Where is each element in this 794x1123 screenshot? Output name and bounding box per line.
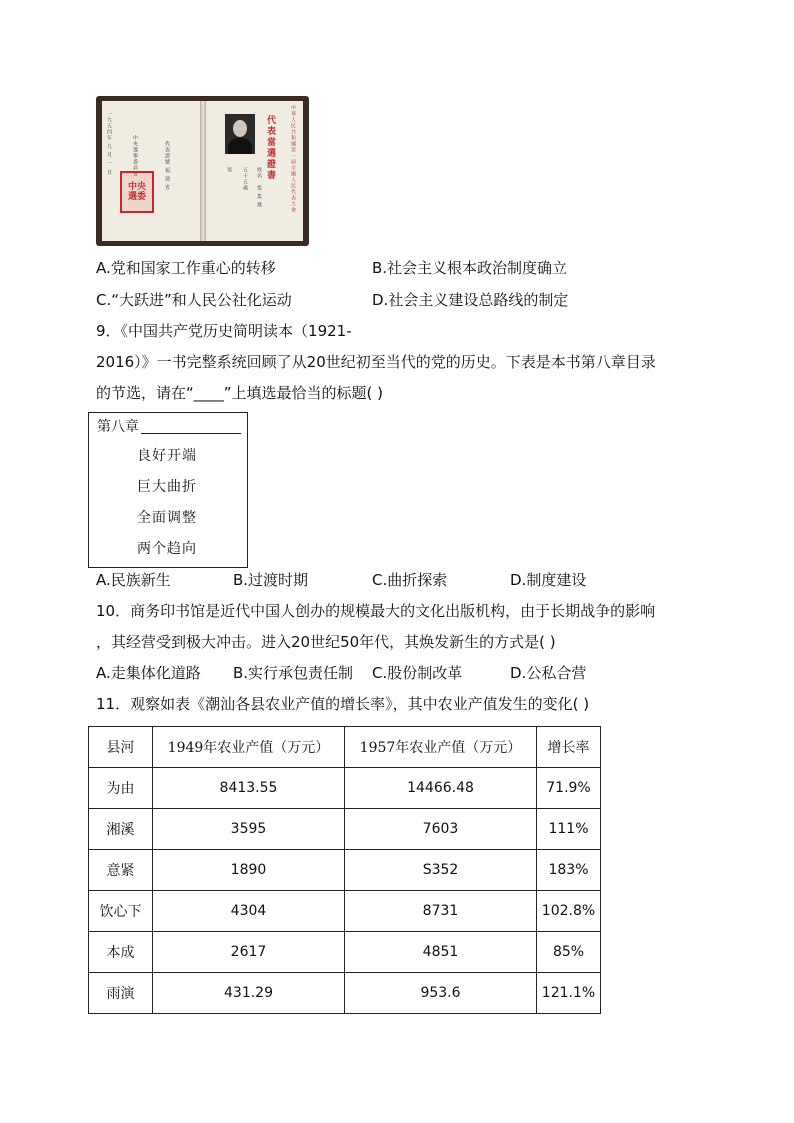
certificate-date: 一九五四年 九 月 一 日	[106, 111, 112, 176]
chapter-item: 两个趋向	[137, 541, 197, 557]
q8-option-c: C.“大跃进”和人民公社化运动	[96, 291, 292, 309]
table-cell: 953.6	[345, 973, 537, 1014]
certificate-signer: 代表證號 福 建 省	[164, 141, 170, 191]
table-cell: 湘溪	[89, 809, 153, 850]
certificate-left-page	[102, 101, 200, 241]
q9-option-b: B.过渡时期	[233, 571, 309, 589]
table-cell: 85%	[537, 932, 601, 973]
table-row	[89, 973, 601, 1014]
q10-stem-line2: ，其经营受到极大冲击。进入20世纪50年代，其焕发新生的方式是( )	[96, 633, 556, 651]
q10-option-d: D.公私合营	[510, 664, 587, 682]
table-cell: 1890	[153, 850, 345, 891]
table-header-cell: 县河	[89, 727, 153, 768]
q9-stem-line3: 的节选，请在“____”上填选最恰当的标题( )	[96, 384, 384, 402]
table-cell: 8413.55	[153, 768, 345, 809]
table-cell: 意紧	[89, 850, 153, 891]
table-header-cell: 1949年农业产值（万元）	[153, 727, 345, 768]
q8-option-d: D.社会主义建设总路线的制定	[372, 291, 569, 309]
certificate-header: 中華人民共和國第一屆全國人民代表大會	[290, 105, 296, 213]
table-cell: 183%	[537, 850, 601, 891]
table-header-cell: 1957年农业产值（万元）	[345, 727, 537, 768]
q10-option-a: A.走集体化道路	[96, 664, 201, 682]
table-cell: 121.1%	[537, 973, 601, 1014]
table-cell: 饮心下	[89, 891, 153, 932]
table-header-row	[89, 727, 601, 768]
q11-stem: 11．观察如表《潮汕各县农业产值的增长率》，其中农业产值发生的变化( )	[96, 695, 590, 713]
table-cell: 102.8%	[537, 891, 601, 932]
chapter-heading: 第八章	[97, 419, 139, 435]
q9-option-a: A.民族新生	[96, 571, 171, 589]
portrait-photo	[225, 114, 255, 154]
certificate-issuer: 中央選舉委員會	[132, 135, 138, 177]
certificate-name: 張 集 燕	[256, 185, 262, 209]
table-header-cell: 增长率	[537, 727, 601, 768]
table-row	[89, 891, 601, 932]
certificate-photo	[96, 96, 309, 246]
q9-stem-line2: 2016）》一书完整系统回顾了从20世纪初至当代的党的历史。下表是本书第八章目录	[96, 353, 656, 371]
certificate-stamp: 中央選委	[120, 171, 154, 213]
chapter-item: 巨大曲折	[137, 479, 197, 495]
table-row	[89, 850, 601, 891]
table-cell: 431.29	[153, 973, 345, 1014]
table-row	[89, 932, 601, 973]
q10-stem-line1: 10．商务印书馆是近代中国人创办的规模最大的文化出版机构，由于长期战争的影响	[96, 602, 656, 620]
table-row	[89, 809, 601, 850]
table-cell: 4851	[345, 932, 537, 973]
table-cell: 为由	[89, 768, 153, 809]
q10-option-c: C.股份制改革	[372, 664, 463, 682]
table-cell: 本成	[89, 932, 153, 973]
table-cell: 8731	[345, 891, 537, 932]
q10-option-b: B.实行承包责任制	[233, 664, 354, 682]
q9-stem-line1: 9．《中国共产党历史简明读本（1921-	[96, 322, 352, 340]
chapter-item: 良好开端	[137, 448, 197, 464]
q8-option-b: B.社会主义根本政治制度确立	[372, 259, 568, 277]
chapter-item: 全面调整	[137, 510, 197, 526]
table-cell: 14466.48	[345, 768, 537, 809]
table-cell: 7603	[345, 809, 537, 850]
chapter-outline-box	[88, 412, 248, 568]
table-cell: 2617	[153, 932, 345, 973]
q9-option-d: D.制度建设	[510, 571, 587, 589]
certificate-right-page	[206, 101, 303, 241]
table-cell: 3595	[153, 809, 345, 850]
certificate-title: 代表當選證書	[265, 115, 275, 181]
q8-option-a: A.党和国家工作重心的转移	[96, 259, 276, 277]
agriculture-output-table	[88, 726, 601, 1014]
table-cell: 71.9%	[537, 768, 601, 809]
q9-option-c: C.曲折探索	[372, 571, 448, 589]
table-cell: S352	[345, 850, 537, 891]
chapter-title-blank	[141, 433, 241, 434]
certificate-name-label: 姓名	[256, 167, 262, 179]
certificate-age: 五十五歲	[242, 167, 248, 191]
table-row	[89, 768, 601, 809]
table-cell: 雨演	[89, 973, 153, 1014]
table-cell: 111%	[537, 809, 601, 850]
certificate-sex: 男	[226, 167, 232, 173]
table-cell: 4304	[153, 891, 345, 932]
